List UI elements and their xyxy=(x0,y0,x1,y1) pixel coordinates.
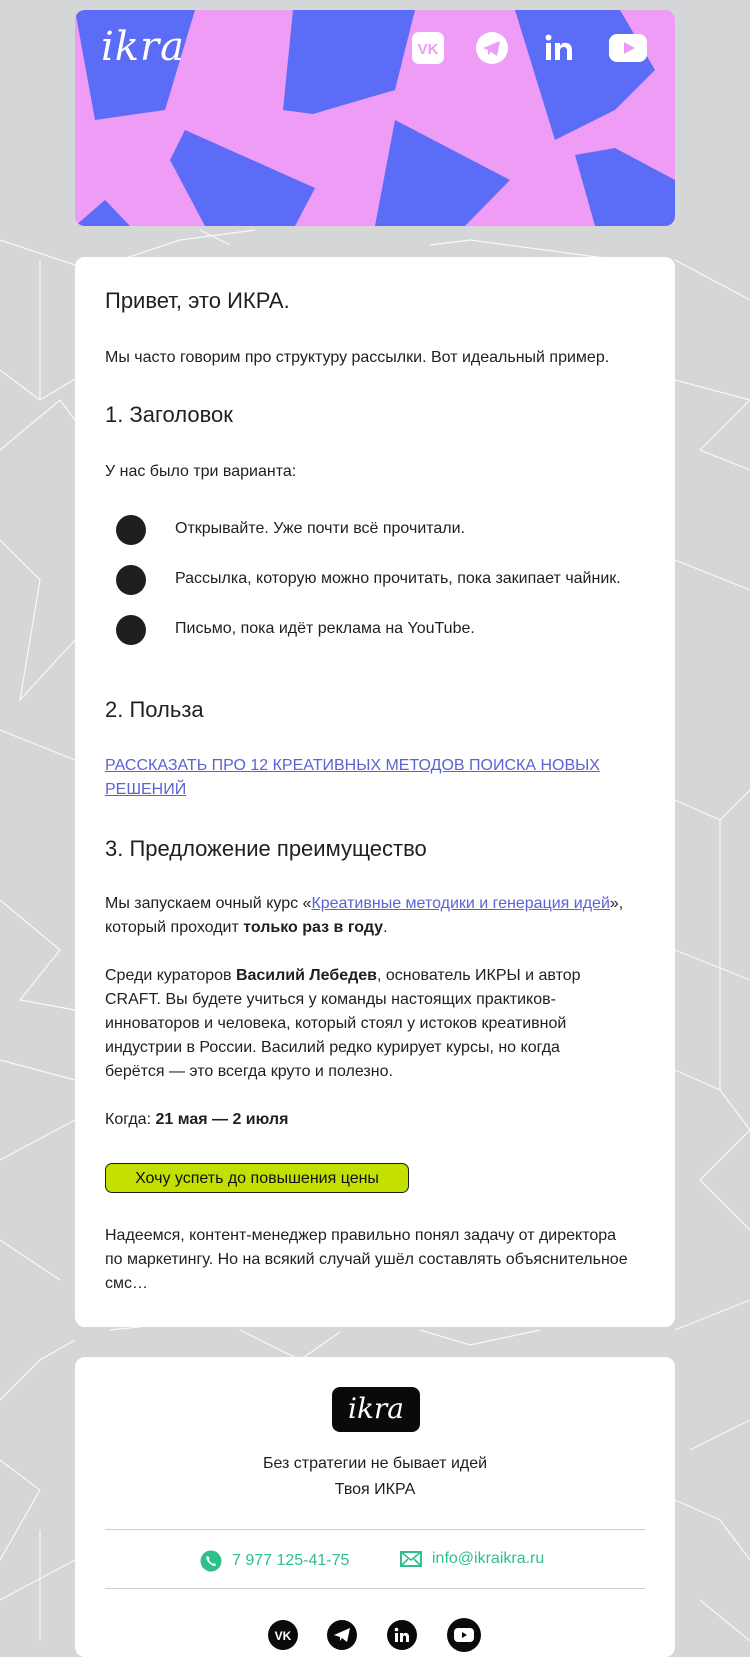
bullet-dot xyxy=(116,565,146,595)
email-address: info@ikraikra.ru xyxy=(432,1550,545,1567)
linkedin-icon[interactable] xyxy=(541,30,577,66)
svg-text:VK: VK xyxy=(274,1629,292,1641)
bullet-item-3: Письмо, пока идёт реклама на YouTube. xyxy=(175,620,475,637)
section3-title: 3. Предложение преимущество xyxy=(105,836,427,861)
phone-number: 7 977 125-41-75 xyxy=(232,1552,350,1569)
youtube-icon[interactable] xyxy=(608,30,648,66)
bullet-dot xyxy=(116,615,146,645)
curators-text xyxy=(105,964,595,1084)
footer-signature: Твоя ИКРА xyxy=(334,1481,416,1498)
footer-tagline: Без стратегии не бывает идей xyxy=(262,1455,488,1472)
closing-text: Надеемся, контент-менеджер правильно понял задачу от директора по маркетингу. Но на всякий случай ушёл составлять объяснительное смс… xyxy=(105,1227,628,1292)
bullet-item-2: Рассылка, которую можно прочитать, пока закипает чайник. xyxy=(175,570,621,587)
section2-title: 2. Польза xyxy=(105,697,204,722)
divider xyxy=(105,1529,645,1530)
footer-logo[interactable]: ikra xyxy=(332,1387,420,1432)
youtube-icon[interactable] xyxy=(447,1618,481,1652)
telegram-icon[interactable] xyxy=(327,1620,357,1650)
course-text-end: . xyxy=(383,919,388,936)
course-frequency: только раз в году xyxy=(243,919,384,936)
methods-link[interactable]: РАССКАЗАТЬ ПРО 12 КРЕАТИВНЫХ МЕТОДОВ ПОИСКА НОВЫХ РЕШЕНИЙ xyxy=(105,757,600,798)
curators-text-end: , основатель ИКРЫ и автор CRAFT. Вы будете учиться у команды настоящих практиков-инноваторов и человека, который стоял у истоков креативной индустрии в России. Василий редко курирует курсы, но когда берётся — это всегда круто и полезно. xyxy=(105,967,581,1080)
greeting: Привет, это ИКРА. xyxy=(105,288,290,313)
svg-text:VK: VK xyxy=(417,41,439,58)
vk-icon[interactable] xyxy=(268,1620,298,1650)
bullet-dot xyxy=(116,515,146,545)
email-contact[interactable] xyxy=(400,1550,544,1568)
ikra-logo[interactable]: ikra xyxy=(101,24,185,70)
mail-icon xyxy=(400,1550,422,1568)
phone-contact[interactable] xyxy=(200,1550,349,1572)
when-label: Когда: xyxy=(105,1111,156,1128)
header-banner xyxy=(75,10,675,226)
section2-link-wrap xyxy=(105,754,615,802)
phone-icon xyxy=(200,1550,222,1572)
cta-button[interactable]: Хочу успеть до повышения цены xyxy=(105,1163,409,1193)
vk-icon[interactable] xyxy=(410,30,446,66)
bullet-item-1: Открывайте. Уже почти всё прочитали. xyxy=(175,520,466,537)
curator-name: Василий Лебедев xyxy=(235,967,378,984)
section1-title: 1. Заголовок xyxy=(105,402,233,427)
divider xyxy=(105,1588,645,1589)
course-text-start: Мы запускаем очный курс « xyxy=(105,895,312,912)
when-text xyxy=(105,1108,640,1132)
course-text-middle: », который проходит xyxy=(105,895,624,936)
linkedin-icon[interactable] xyxy=(387,1620,417,1650)
intro-text: Мы часто говорим про структуру рассылки. Вот идеальный пример. xyxy=(105,349,610,366)
curators-text-start: Среди кураторов xyxy=(105,967,236,984)
course-text xyxy=(105,892,640,940)
course-link[interactable]: Креативные методики и генерация идей xyxy=(311,895,610,912)
telegram-icon[interactable] xyxy=(474,30,510,66)
section1-text: У нас было три варианта: xyxy=(105,463,297,480)
when-dates: 21 мая — 2 июля xyxy=(155,1111,289,1128)
